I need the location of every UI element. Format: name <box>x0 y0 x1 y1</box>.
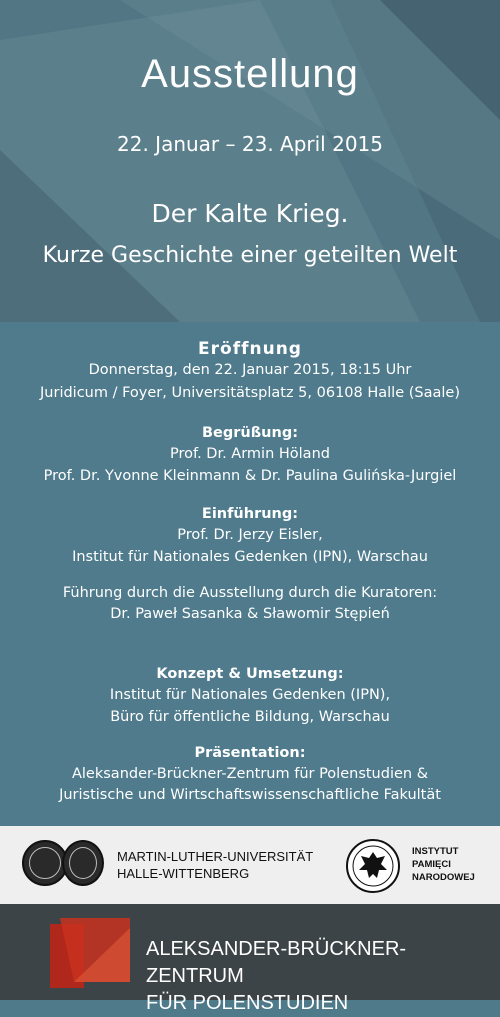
tour-line-1: Führung durch die Ausstellung durch die Kuratoren: <box>62 585 438 601</box>
presentation-heading: Präsentation: <box>194 745 306 761</box>
tour-line-2: Dr. Paweł Sasanka & Sławomir Stępień <box>110 606 390 622</box>
opening-where: Juridicum / Foyer, Universitätsplatz 5, 06108 Halle (Saale) <box>40 385 460 401</box>
brueckner-center-logo-icon <box>50 918 130 994</box>
mlu-line-1: MARTIN-LUTHER-UNIVERSITÄT <box>117 849 314 864</box>
opening-when: Donnerstag, den 22. Januar 2015, 18:15 Uhr <box>88 362 412 378</box>
exhibition-subheadline: Kurze Geschichte einer geteilten Welt <box>42 243 458 268</box>
exhibition-headline: Der Kalte Krieg. <box>151 199 349 228</box>
ipn-logo-text <box>412 845 475 884</box>
mlu-logo-text <box>117 848 313 882</box>
footer-line-2: FÜR POLENSTUDIEN <box>146 992 349 1014</box>
introduction-heading: Einführung: <box>201 506 299 522</box>
presentation-line-1: Aleksander-Brückner-Zentrum für Polenstudien & <box>71 766 429 782</box>
footer-brueckner-center <box>0 904 500 1014</box>
presentation-line-2: Juristische und Wirtschaftswissenschaftliche Fakultät <box>59 787 441 803</box>
opening-heading: Eröffnung <box>198 339 302 359</box>
introduction-line-2: Institut für Nationales Gedenken (IPN), Warschau <box>72 549 428 565</box>
event-details <box>0 322 500 826</box>
concept-line-1: Institut für Nationales Gedenken (IPN), <box>109 687 391 703</box>
mlu-line-2: HALLE-WITTENBERG <box>117 866 250 881</box>
footer-text <box>146 936 500 1017</box>
banner-geometric-background <box>0 0 500 322</box>
ipn-line-1: INSTYTUT <box>412 846 459 857</box>
concept-heading: Konzept & Umsetzung: <box>156 666 344 682</box>
exhibition-dates: 22. Januar – 23. April 2015 <box>117 132 383 156</box>
exhibition-title: Ausstellung <box>141 52 359 96</box>
ipn-line-3: NARODOWEJ <box>412 872 475 883</box>
title-banner <box>0 0 500 322</box>
welcome-heading: Begrüßung: <box>202 425 298 441</box>
footer-line-1: ALEKSANDER-BRÜCKNER-ZENTRUM <box>146 938 407 987</box>
ipn-line-2: PAMIĘCI <box>412 859 451 870</box>
welcome-line-2: Prof. Dr. Yvonne Kleinmann & Dr. Paulina Gulińska-Jurgiel <box>43 468 457 484</box>
concept-line-2: Büro für öffentliche Bildung, Warschau <box>110 709 390 725</box>
partner-logos <box>0 826 500 904</box>
introduction-line-1: Prof. Dr. Jerzy Eisler, <box>177 527 323 543</box>
welcome-line-1: Prof. Dr. Armin Höland <box>170 446 330 462</box>
ipn-eagle-seal-icon <box>343 838 403 894</box>
mlu-seal-right-icon <box>62 840 104 886</box>
